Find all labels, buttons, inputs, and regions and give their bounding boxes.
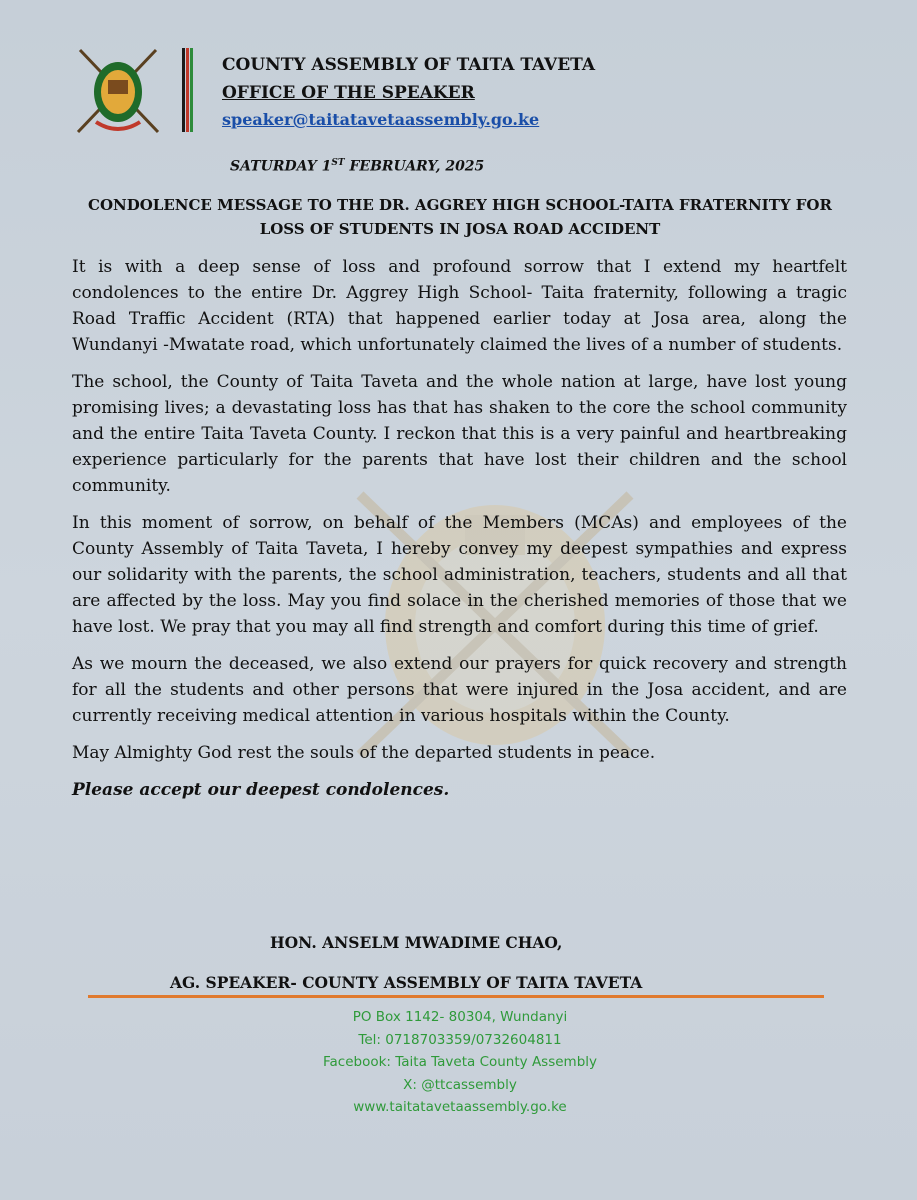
- org-name: COUNTY ASSEMBLY OF TAITA TAVETA: [222, 55, 596, 75]
- footer-po-box: PO Box 1142- 80304, Wundanyi: [352, 1009, 568, 1025]
- footer-website[interactable]: www.taitatavetaassembly.go.ke: [353, 1099, 567, 1115]
- paragraph: As we mourn the deceased, we also extend our prayers for quick recovery and strength for all the students and other persons that were injured in the Josa accident, and are currently receiving medical attention in various hospitals within the County.: [72, 654, 847, 726]
- flag-stripes-icon: [182, 48, 196, 132]
- signatory-title: AG. SPEAKER- COUNTY ASSEMBLY OF TAITA TAVETA: [170, 973, 643, 992]
- paragraph: It is with a deep sense of loss and profound sorrow that I extend my heartfelt condolences to the entire Dr. Aggrey High School- Taita fraternity, following a tragic Road Traffic Accident (RTA) that happened earlier today at Josa area, along the Wundanyi -Mwatate road, which unfortunately claimed the lives of a number of students.: [72, 257, 847, 355]
- county-crest-icon: [68, 40, 168, 140]
- email-link[interactable]: speaker@taitatavetaassembly.go.ke: [222, 110, 540, 129]
- letter-title: CONDOLENCE MESSAGE TO THE DR. AGGREY HIGH SCHOOL-TAITA FRATERNITY FOR LOSS OF STUDENTS IN JOSA ROAD ACCIDENT: [88, 196, 832, 238]
- paragraph: In this moment of sorrow, on behalf of the Members (MCAs) and employees of the County Assembly of Taita Taveta, I hereby convey my deepest sympathies and express our solidarity with the parents, the school administration, teachers, students and all that are affected by the loss. May you find solace in the cherished memories of those that we have lost. We pray that you may all find strength and comfort during this time of grief.: [72, 513, 847, 637]
- footer-x: X: @ttcassembly: [403, 1076, 517, 1093]
- closing-line: Please accept our deepest condolences.: [72, 780, 450, 800]
- letter-body: [72, 254, 847, 814]
- letter-date: SATURDAY 1ST FEBRUARY, 2025: [230, 158, 485, 175]
- footer-facebook: Facebook: Taita Taveta County Assembly: [322, 1054, 598, 1070]
- office-name: OFFICE OF THE SPEAKER: [222, 83, 475, 103]
- footer-contact: [250, 1006, 670, 1119]
- paragraph: The school, the County of Taita Taveta and the whole nation at large, have lost young promising lives; a devastating loss has that has shaken to the core the school community and the entire Taita Taveta County. I reckon that this is a very painful and heartbreaking experience particularly for the parents that have lost their children and the school community.: [72, 372, 847, 496]
- signatory-name: HON. ANSELM MWADIME CHAO,: [270, 933, 563, 952]
- footer-tel: Tel: 0718703359/0732604811: [358, 1031, 562, 1048]
- footer-divider: [88, 995, 824, 998]
- paragraph: May Almighty God rest the souls of the departed students in peace.: [72, 743, 656, 763]
